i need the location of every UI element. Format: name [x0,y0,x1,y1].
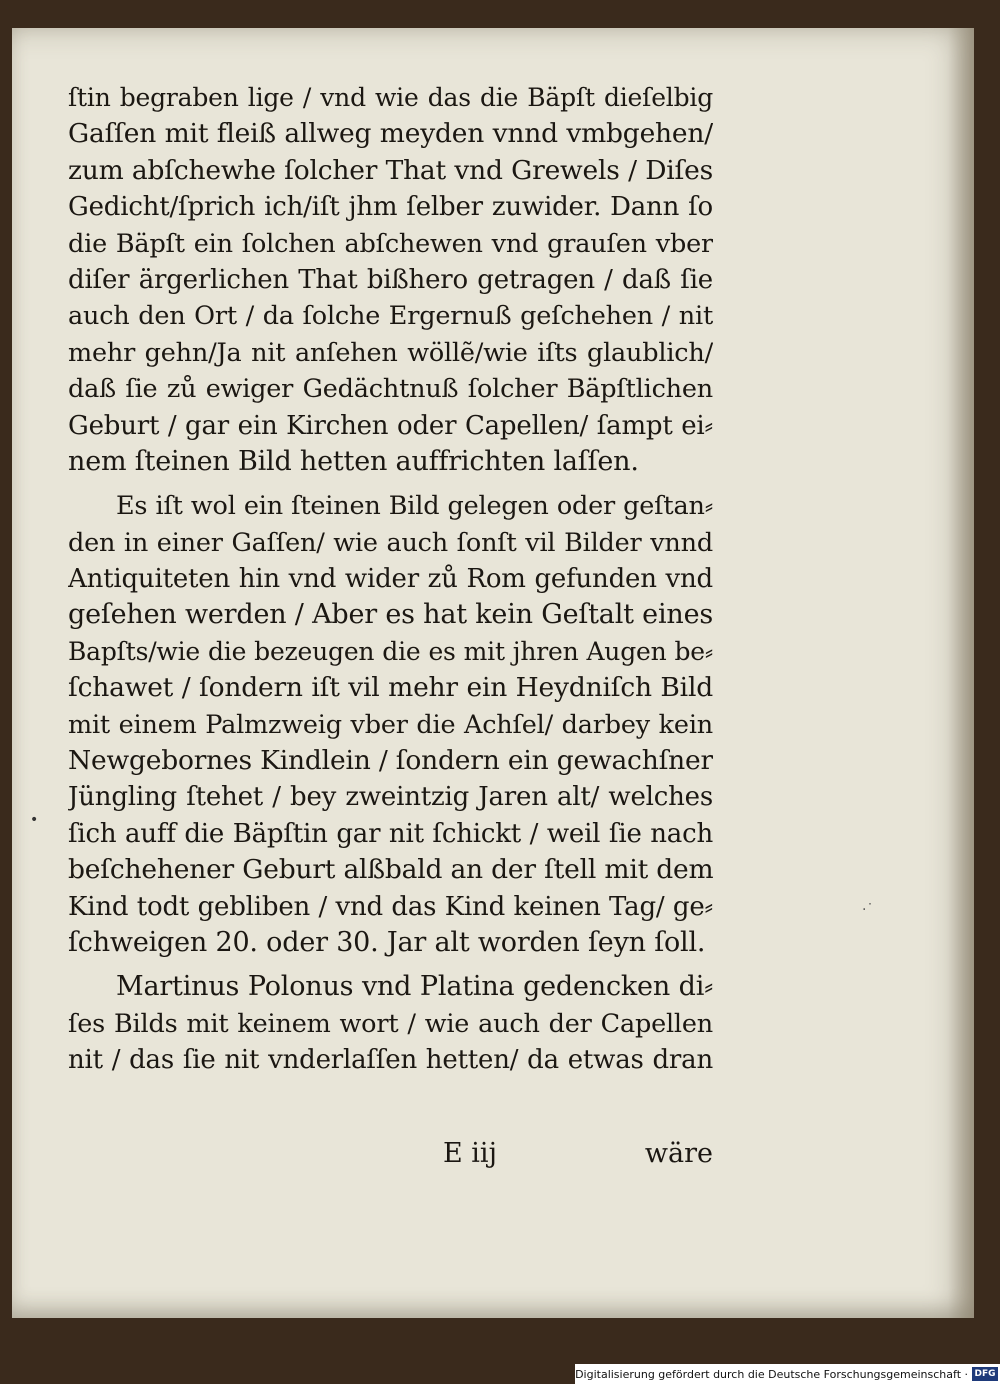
catchword: wäre [644,1138,713,1169]
credit-text: Digitalisierung gefördert durch die Deutsche Forschungsgemeinschaft · [575,1367,968,1381]
text-line: nem ſteinen Bild hetten auffrichten laſſen. [68,445,639,477]
text-line: mit einem Palmzweig vber die Achſel/ darbey kein [68,709,713,740]
text-line: nit / das ſie nit vnderlaſſen hetten/ da etwas dran [68,1045,713,1076]
page-text [68,80,713,1079]
signature-mark: E iij [443,1138,497,1169]
text-line: beſchehener Geburt alßbald an der ſtell mit dem [68,854,713,886]
text-line: Gedicht/ſprich ich/iſt jhm ſelber zuwider. Dann ſo [68,192,713,223]
paragraph-1 [68,80,713,480]
paragraph-2 [68,488,713,961]
page-speck: ·˙ [862,902,874,918]
text-line: auch den Ort / da ſolche Ergernuß geſchehen / nit [68,301,713,332]
text-line: die Bäpſt ein ſolchen abſchewen vnd grauſen vber [68,228,713,259]
paragraph-3 [68,969,713,1078]
text-line: ſes Bilds mit keinem wort / wie auch der Capellen [68,1008,713,1039]
page-footer [68,1138,713,1178]
text-line: mehr gehn/Ja nit anſehen wöllẽ/wie iſts glaublich/ [68,337,713,368]
text-line: Gaſſen mit fleiß allweg meyden vnnd vmbgehen/ [68,118,713,150]
digitization-credit [575,1364,1000,1384]
dfg-logo: DFG [972,1367,998,1381]
text-line: ſich auff die Bäpſtin gar nit ſchickt / weil ſie nach [68,818,713,849]
text-line: Geburt / gar ein Kirchen oder Capellen/ ſampt ei⸗ [68,410,713,441]
text-line: Newgebornes Kindlein / ſondern ein gewachſner [68,745,713,777]
text-line: Martinus Polonus vnd Platina gedencken di⸗ [116,971,713,1003]
text-line: Antiquiteten hin vnd wider zů Rom gefunden vnd [68,564,713,595]
text-line: zum abſchewhe ſolcher That vnd Grewels / Diſes [68,154,713,186]
text-line: ſtin begraben lige / vnd wie das die Bäpſt dieſelbig [68,83,713,112]
text-line: Bapſts/wie die bezeugen die es mit jhren Augen be⸗ [68,636,713,666]
text-line: geſehen werden / Aber es hat kein Geſtalt eines [68,599,713,631]
text-line: ſchweigen 20. oder 30. Jar alt worden ſeyn ſoll. [68,926,706,958]
text-line: daß ſie zů ewiger Gedächtnuß ſolcher Bäpſtlichen [68,374,713,405]
text-line: Kind todt gebliben / vnd das Kind keinen Tag/ ge⸗ [68,891,713,922]
margin-dot: • [30,812,39,828]
text-line: den in einer Gaſſen/ wie auch ſonſt vil Bilder vnnd [68,527,713,558]
text-line: Es iſt wol ein ſteinen Bild gelegen oder geſtan⸗ [116,491,713,522]
text-line: Jüngling ſtehet / bey zweintzig Jaren alt/ welches [68,782,713,813]
text-line: diſer ärgerlichen That bißhero getragen / daß ſie [68,264,713,295]
page-edge-shadow [948,28,974,1318]
text-line: ſchawet / ſondern iſt vil mehr ein Heydniſch Bild [68,672,713,704]
